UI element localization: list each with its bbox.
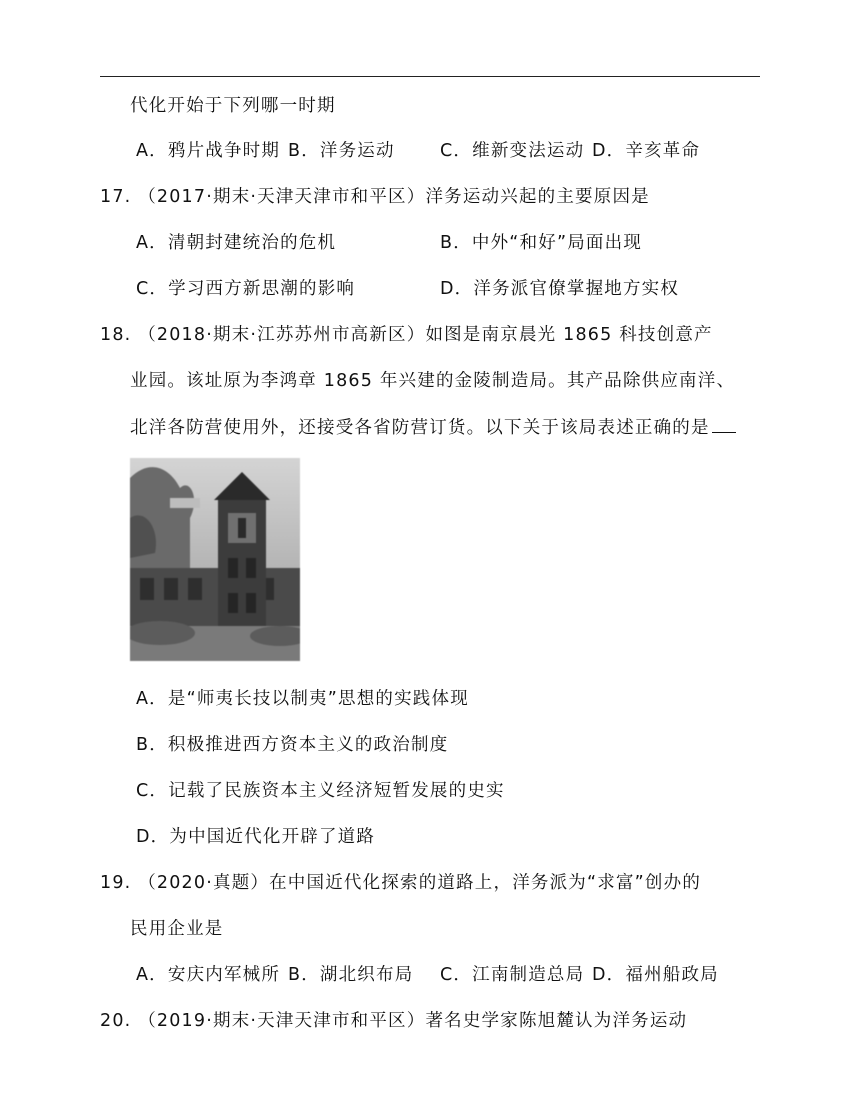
q16-option-d: D．辛亥革命 xyxy=(592,141,701,161)
q19-option-b: B．湖北织布局 xyxy=(288,965,414,985)
q18-stem-text: 北洋各防营使用外，还接受各省防营订货。以下关于该局表述正确的是 xyxy=(130,418,710,438)
q18-option-a: A．是“师夷长技以制夷”思想的实践体现 xyxy=(136,689,469,709)
q18-option-b: B．积极推进西方资本主义的政治制度 xyxy=(136,735,449,755)
q20-stem-line1: 20. （2019·期末·天津天津市和平区）著名史学家陈旭麓认为洋务运动 xyxy=(100,1011,688,1031)
q19-option-a: A．安庆内军械所 xyxy=(136,965,281,985)
q19-option-d: D．福州船政局 xyxy=(592,965,719,985)
q19-stem-line2: 民用企业是 xyxy=(130,919,224,939)
q17-option-d: D．洋务派官僚掌握地方实权 xyxy=(440,279,680,299)
q17-option-a: A．清朝封建统治的危机 xyxy=(136,233,337,253)
q18-option-d: D．为中国近代化开辟了道路 xyxy=(136,827,376,847)
q18-stem-line1: 18. （2018·期末·江苏苏州市高新区）如图是南京晨光 1865 科技创意产 xyxy=(100,325,713,345)
continued-question-text: 代化开始于下列哪一时期 xyxy=(130,96,336,116)
q16-option-b: B．洋务运动 xyxy=(288,141,395,161)
q16-option-c: C．维新变法运动 xyxy=(440,141,585,161)
header-rule xyxy=(100,76,760,77)
q18-option-c: C．记载了民族资本主义经济短暂发展的史实 xyxy=(136,781,505,801)
q17-option-c: C．学习西方新思潮的影响 xyxy=(136,279,356,299)
q16-option-a: A．鸦片战争时期 xyxy=(136,141,281,161)
q19-option-c: C．江南制造总局 xyxy=(440,965,585,985)
q17-stem: 17. （2017·期末·天津天津市和平区）洋务运动兴起的主要原因是 xyxy=(100,187,650,207)
q18-stem-line2: 业园。该址原为李鸿章 1865 年兴建的金陵制造局。其产品除供应南洋、 xyxy=(130,371,736,391)
q19-stem-line1: 19. （2020·真题）在中国近代化探索的道路上，洋务派为“求富”创办的 xyxy=(100,873,702,893)
q17-option-b: B．中外“和好”局面出现 xyxy=(440,233,643,253)
answer-blank xyxy=(712,416,736,433)
q18-stem-line3 xyxy=(130,416,736,439)
factory-tower-photo xyxy=(130,458,300,661)
